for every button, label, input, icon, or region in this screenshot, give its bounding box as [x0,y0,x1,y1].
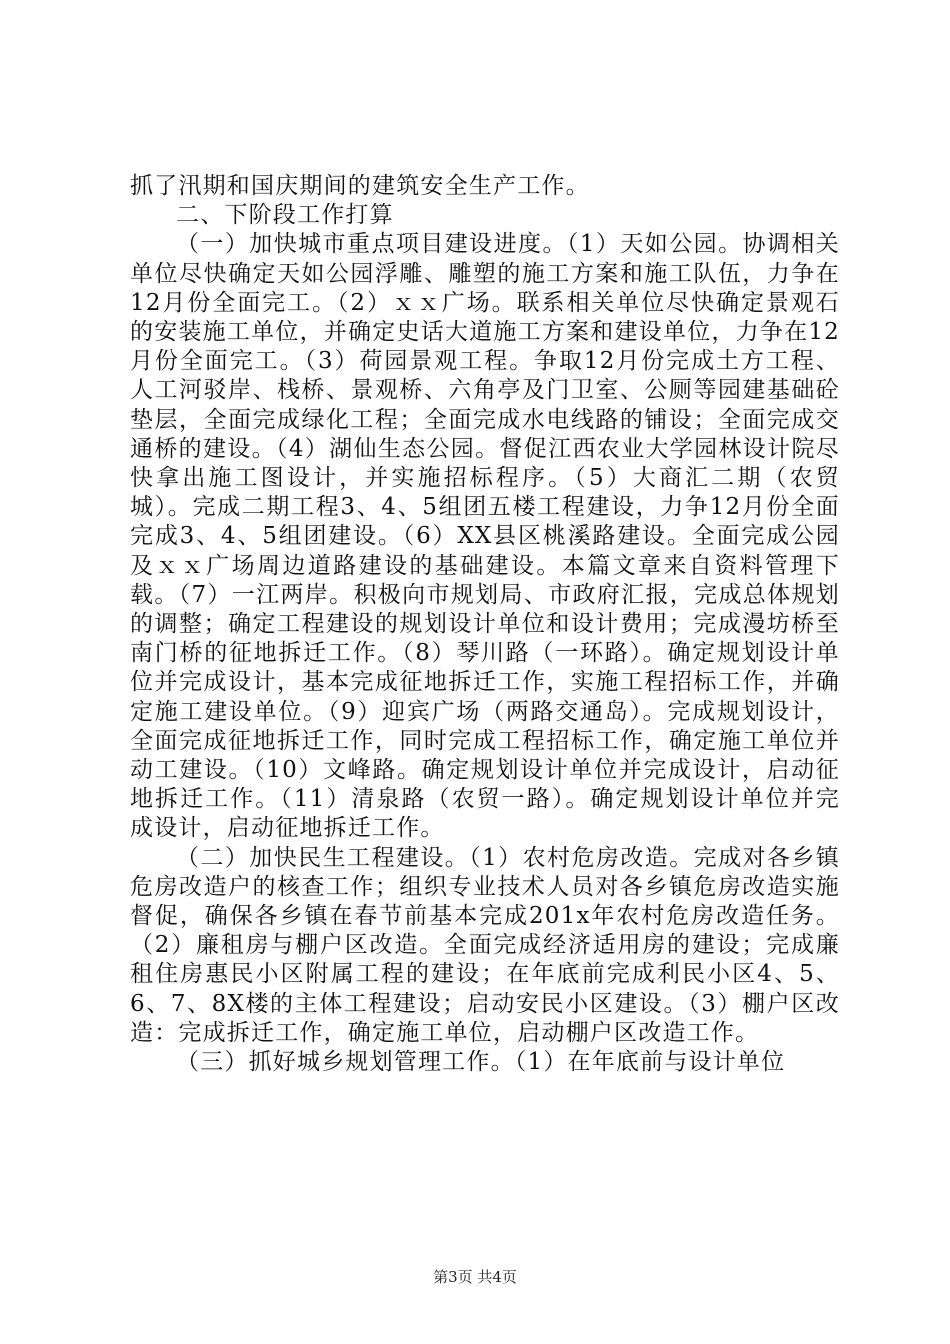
paragraph-planning-management: （三）抓好城乡规划管理工作。（1）在年底前与设计单位 [176,1049,786,1076]
paragraph-livelihood-projects: （二）加快民生工程建设。（1）农村危房改造。完成对各乡镇危房改造户的核查工作；组织专业技术人员对各乡镇危房改造实施督促，确保各乡镇在春节前基本完成201x年农村危房改造任务。（2）廉租房与棚户区改造。全面完成经济适用房的建设；完成廉租住房惠民小区附属工程的建设；在年底前完成利民小区4、5、6、7、8X楼的主体工程建设；启动安民小区建设。（3）棚户区改造：完成拆迁工作，确定施工单位，启动棚户区改造工作。 [130,844,840,1046]
document-body [130,172,840,1077]
paragraph-key-projects: （一）加快城市重点项目建设进度。（1）天如公园。协调相关单位尽快确定天如公园浮雕、雕塑的施工方案和施工队伍，力争在12月份全面完工。（2）ｘｘ广场。联系相关单位尽快确定景观石的安装施工单位，并确定史话大道施工方案和建设单位，力争在12月份全面完工。（3）荷园景观工程。争取12月份完成土方工程、人工河驳岸、栈桥、景观桥、六角亭及门卫室、公厕等园建基础砼垫层，全面完成绿化工程；全面完成水电线路的铺设；全面完成交通桥的建设。（4）湖仙生态公园。督促江西农业大学园林设计院尽快拿出施工图设计，并实施招标程序。（5）大商汇二期（农贸城）。完成二期工程3、4、5组团五楼工程建设，力争12月份全面完成3、4、5组团建设。（6）XX县区桃溪路建设。全面完成公园及ｘｘ广场周边道路建设的基础建设。本篇文章来自资料管理下载。（7）一江两岸。积极向市规划局、市政府汇报，完成总体规划的调整；确定工程建设的规划设计单位和设计费用；完成漫坊桥至南门桥的征地拆迁工作。（8）琴川路（一环路）。确定规划设计单位并完成设计，基本完成征地拆迁工作，实施工程招标工作，并确定施工建设单位。（9）迎宾广场（两路交通岛）。完成规划设计，全面完成征地拆迁工作，同时完成工程招标工作，确定施工单位并动工建设。（10）文峰路。确定规划设计单位并完成设计，启动征地拆迁工作。（11）清泉路（农贸一路）。确定规划设计单位并完成设计，启动征地拆迁工作。 [130,231,840,842]
page-number-footer: 第3页 共4页 [433,1268,517,1286]
section-heading: 二、下阶段工作打算 [176,202,394,229]
paragraph-continuation: 抓了汛期和国庆期间的建筑安全生产工作。 [130,173,590,199]
